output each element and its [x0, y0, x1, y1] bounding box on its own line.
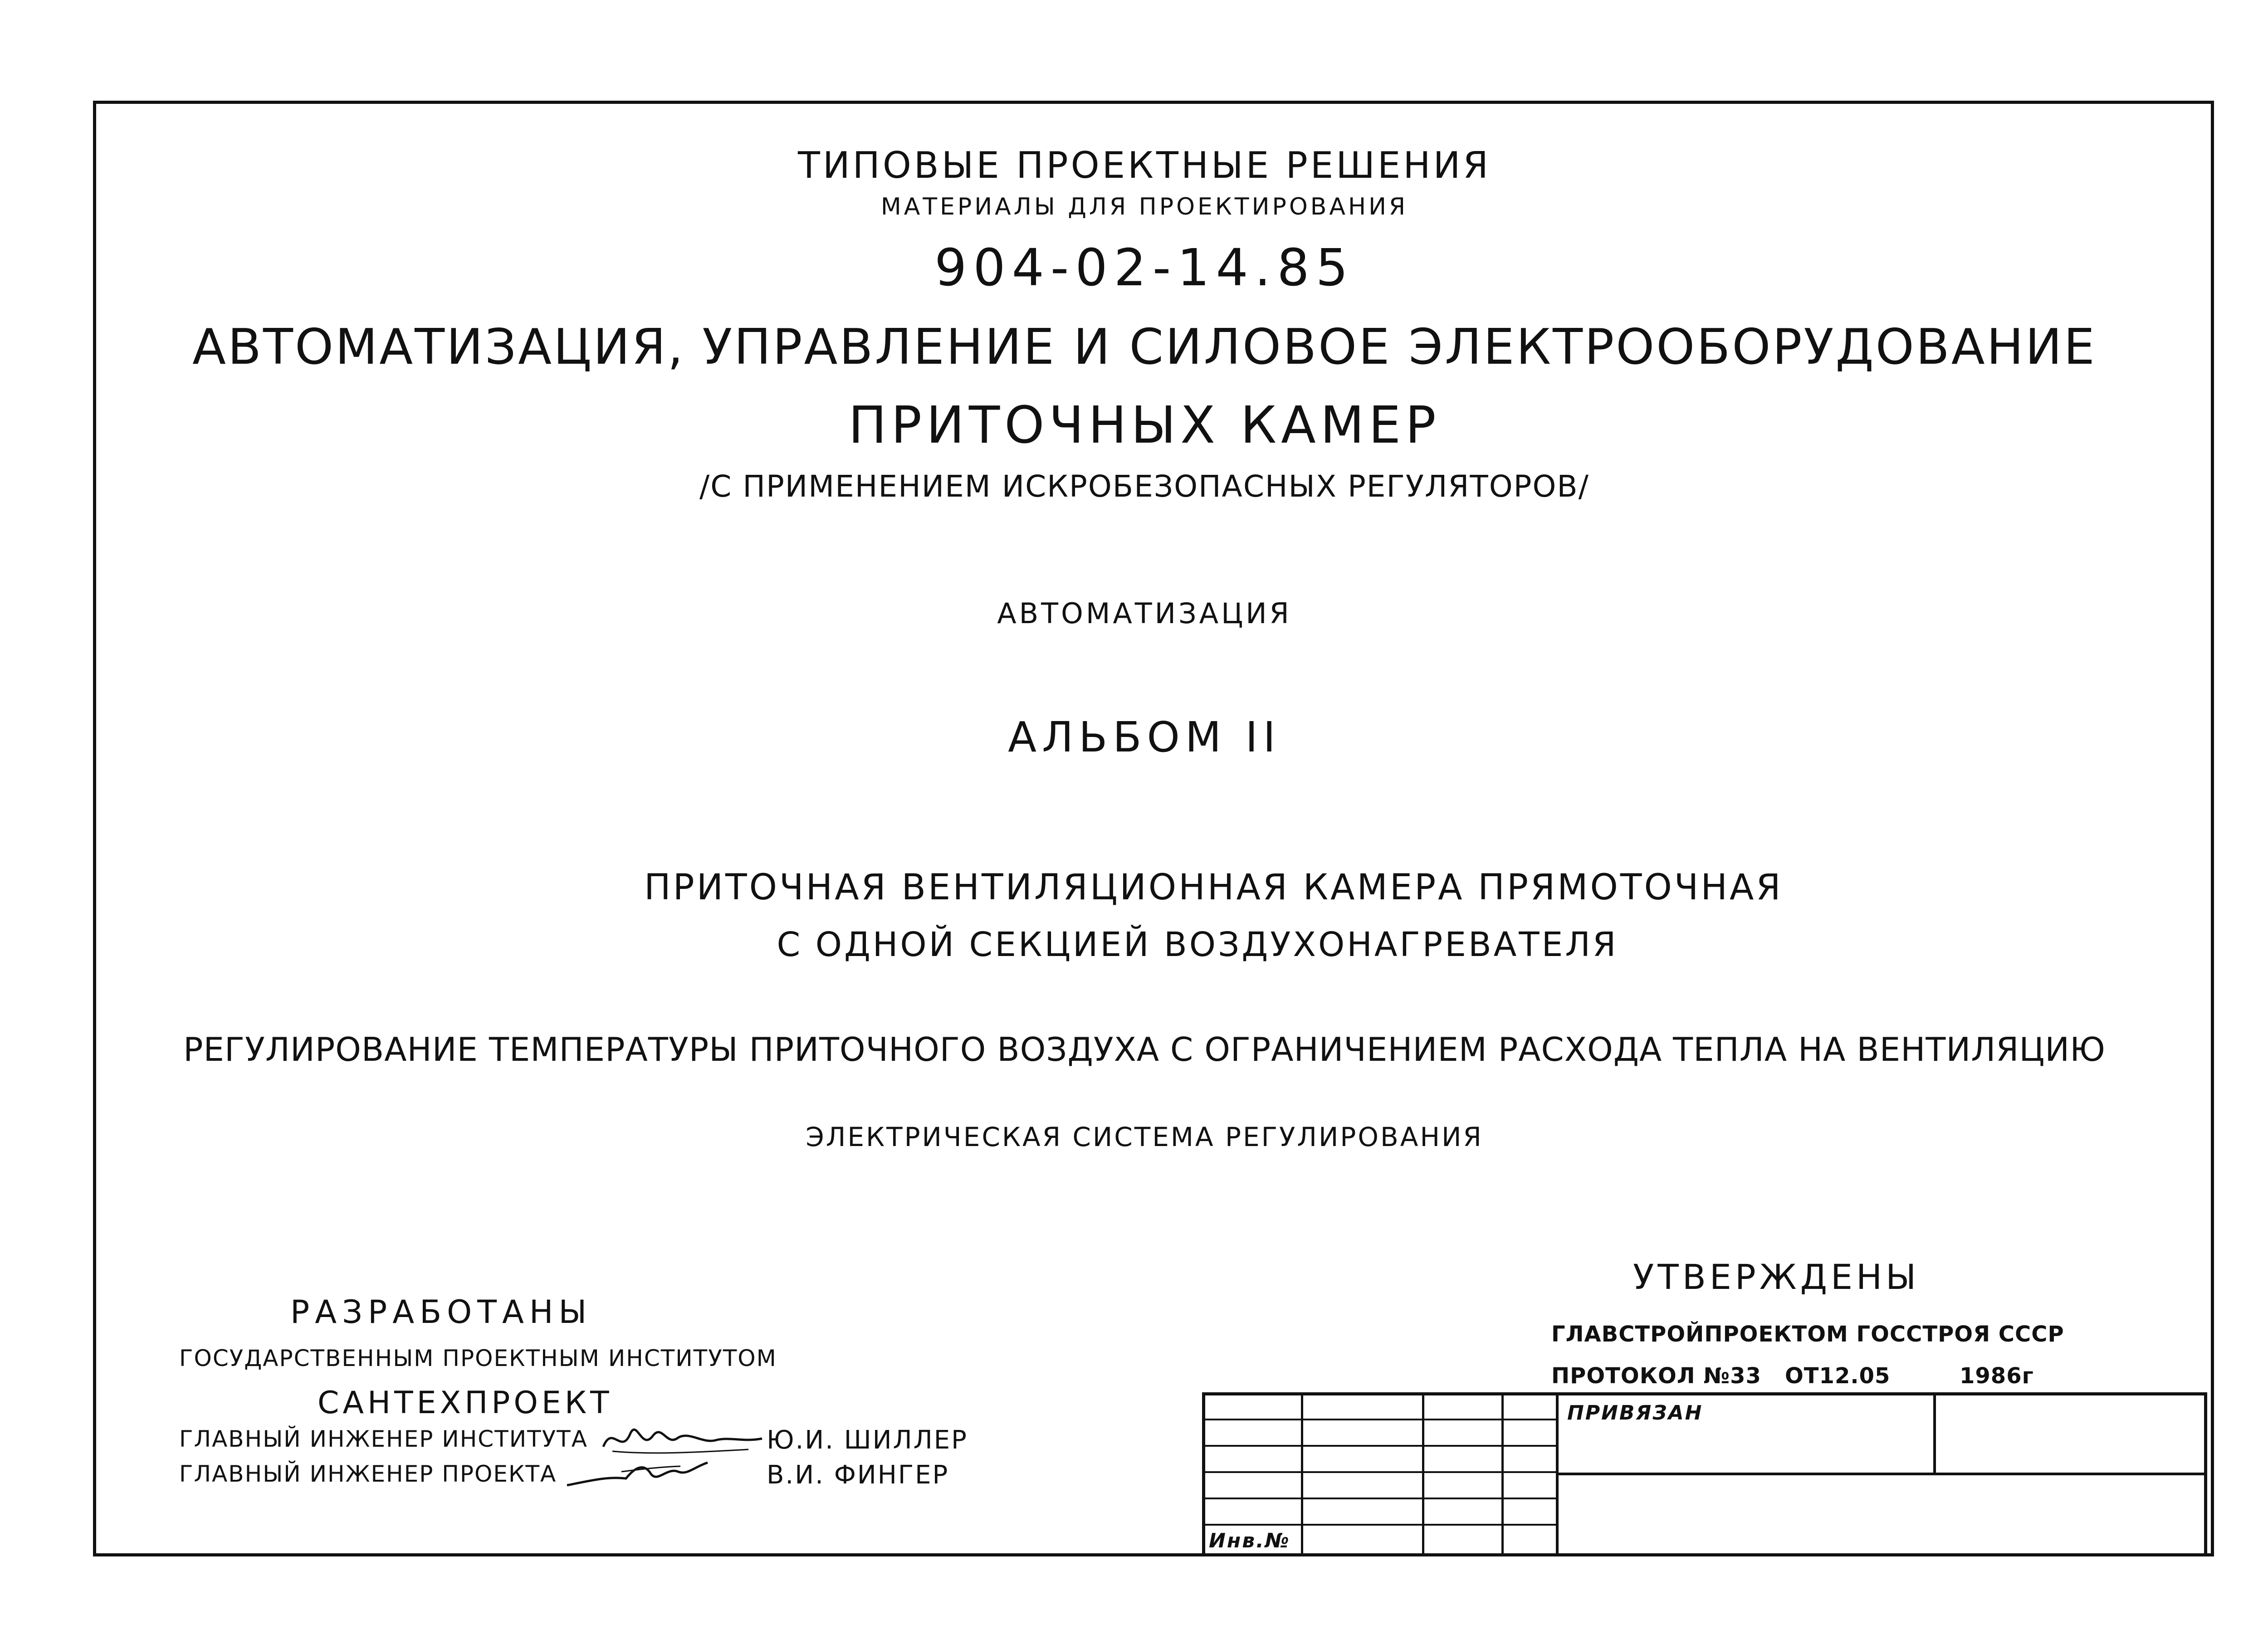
document-number: 904-02-14.85: [934, 239, 1354, 298]
stamp-attached-label: ПРИВЯЗАН: [1567, 1401, 1703, 1424]
main-title-line1: АВТОМАТИЗАЦИЯ, УПРАВЛЕНИЕ И СИЛОВОЕ ЭЛЕКТРООБОРУДОВАНИЕ: [192, 319, 2097, 376]
system-description: ЭЛЕКТРИЧЕСКАЯ СИСТЕМА РЕГУЛИРОВАНИЯ: [806, 1122, 1483, 1152]
chief-engineer-institute-role: ГЛАВНЫЙ ИНЖЕНЕР ИНСТИТУТА: [179, 1426, 588, 1452]
description-line2: С ОДНОЙ СЕКЦИЕЙ ВОЗДУХОНАГРЕВАТЕЛЯ: [777, 925, 1618, 964]
stamp-inventory-label: Инв.№: [1209, 1529, 1290, 1552]
protocol-number: ПРОТОКОЛ №33: [1551, 1363, 1761, 1389]
chief-engineer-institute-name: Ю.И. ШИЛЛЕР: [767, 1425, 968, 1455]
developed-by: ГОСУДАРСТВЕННЫМ ПРОЕКТНЫМ ИНСТИТУТОМ: [179, 1345, 777, 1371]
institute-name: САНТЕХПРОЕКТ: [318, 1385, 613, 1421]
main-title-line2: ПРИТОЧНЫХ КАМЕР: [848, 396, 1441, 455]
approved-heading: УТВЕРЖДЕНЫ: [1633, 1257, 1920, 1297]
chief-engineer-project-name: В.И. ФИНГЕР: [767, 1460, 949, 1490]
signature-finger: [562, 1454, 726, 1494]
protocol-year: 1986г: [1960, 1363, 2034, 1389]
album-number: АЛЬБОМ II: [1008, 713, 1281, 761]
approved-by: ГЛАВСТРОЙПРОЕКТОМ ГОССТРОЯ СССР: [1551, 1322, 2064, 1347]
developed-heading: РАЗРАБОТАНЫ: [290, 1293, 592, 1331]
chief-engineer-project-role: ГЛАВНЫЙ ИНЖЕНЕР ПРОЕКТА: [179, 1461, 557, 1487]
regulation-description: РЕГУЛИРОВАНИЕ ТЕМПЕРАТУРЫ ПРИТОЧНОГО ВОЗДУХА С ОГРАНИЧЕНИЕМ РАСХОДА ТЕПЛА НА ВЕНТИЛЯЦИЮ: [183, 1030, 2106, 1068]
title-note: /С ПРИМЕНЕНИЕМ ИСКРОБЕЗОПАСНЫХ РЕГУЛЯТОРОВ/: [699, 469, 1589, 504]
protocol-date: ОТ12.05: [1785, 1363, 1891, 1389]
section-name: АВТОМАТИЗАЦИЯ: [997, 597, 1292, 630]
series-title: ТИПОВЫЕ ПРОЕКТНЫЕ РЕШЕНИЯ: [797, 144, 1491, 186]
description-line1: ПРИТОЧНАЯ ВЕНТИЛЯЦИОННАЯ КАМЕРА ПРЯМОТОЧНАЯ: [644, 867, 1783, 908]
series-subtitle: МАТЕРИАЛЫ ДЛЯ ПРОЕКТИРОВАНИЯ: [880, 193, 1408, 220]
